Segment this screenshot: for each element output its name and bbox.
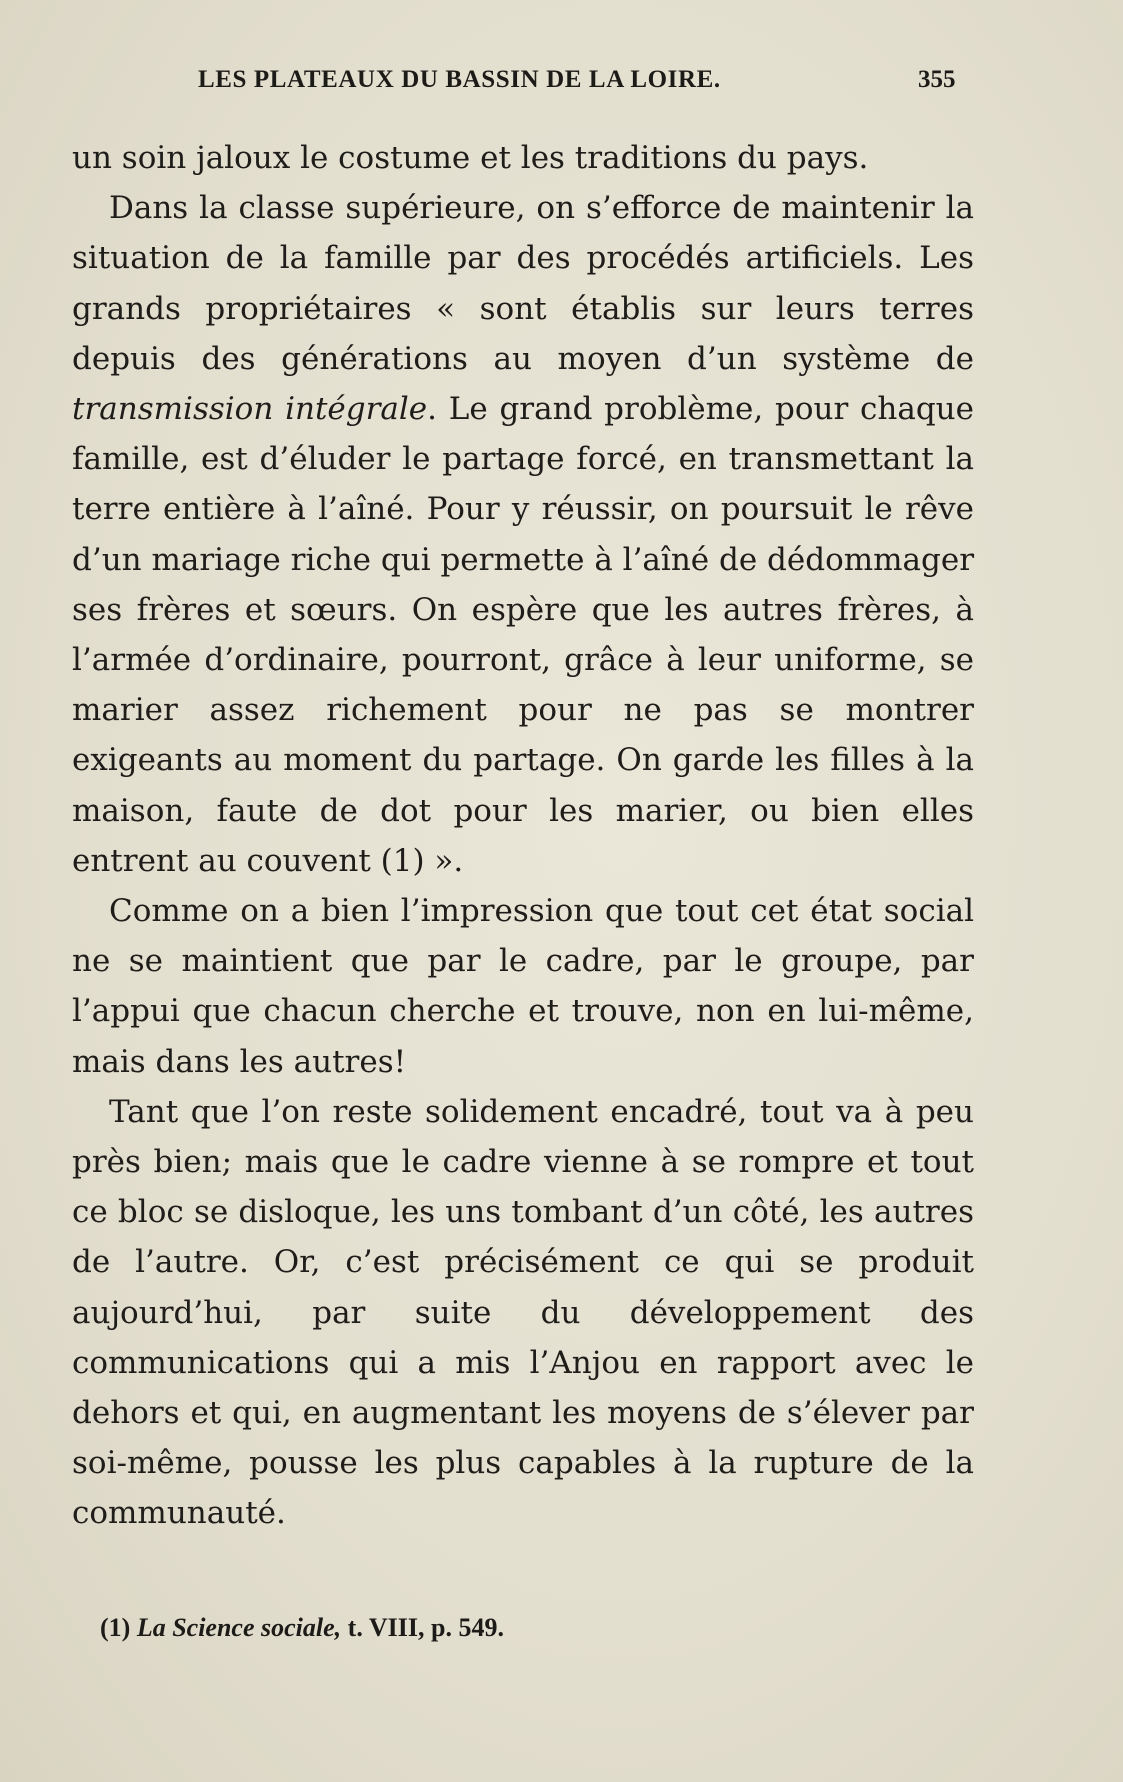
- paragraph-social-state: Comme on a bien l’impression que tout cet état social ne se maintient que par le cadre, par le groupe, par l’appui que chacun cherche et trouve, non en lui-même, mais dans les autres!: [72, 893, 974, 1080]
- footnote-title: La Science sociale,: [136, 1613, 342, 1642]
- italic-term: transmission intégrale: [72, 391, 428, 428]
- footnote-marker: (1): [100, 1613, 131, 1642]
- paragraph-text: . Le grand problème, pour chaque famille, est d’éluder le partage forcé, en transmettant la terre entière à l’aîné. Pour y réussir, on poursuit le rêve d’un mariage riche qui permette à l’aîné de dédommager ses frères et sœurs. On espère que les autres frères, à l’armée d’ordinaire, pourront, grâce à leur uniforme, se marier assez richement pour ne pas se montrer exigeants au moment du partage. On garde les filles à la maison, faute de dot pour les marier, ou bien elles entrent au couvent (1) ».: [72, 391, 975, 879]
- paragraph-text: Dans la classe supérieure, on s’efforce de maintenir la situation de la famille par des procédés artificiels. Les grands propriétaires « sont établis sur leurs terres depuis des générations au moyen d’un système de: [72, 190, 974, 377]
- paragraph-continuation: un soin jaloux le costume et les traditions du pays.: [72, 140, 869, 176]
- page-number: 355: [918, 66, 956, 93]
- body-text: [72, 133, 974, 1539]
- paragraph-upper-class: [72, 183, 974, 886]
- footnote: [100, 1613, 504, 1643]
- running-title: LES PLATEAUX DU BASSIN DE LA LOIRE.: [198, 66, 721, 93]
- footnote-reference: t. VIII, p. 549.: [347, 1613, 504, 1642]
- paragraph-rupture: Tant que l’on reste solidement encadré, tout va à peu près bien; mais que le cadre vienne à se rompre et tout ce bloc se disloque, les uns tombant d’un côté, les autres de l’autre. Or, c’est précisément ce qui se produit aujourd’hui, par suite du développement des communications qui a mis l’Anjou en rapport avec le dehors et qui, en augmentant les moyens de s’élever par soi-même, pousse les plus capables à la rupture de la communauté.: [72, 1093, 974, 1532]
- running-head: [0, 66, 1123, 106]
